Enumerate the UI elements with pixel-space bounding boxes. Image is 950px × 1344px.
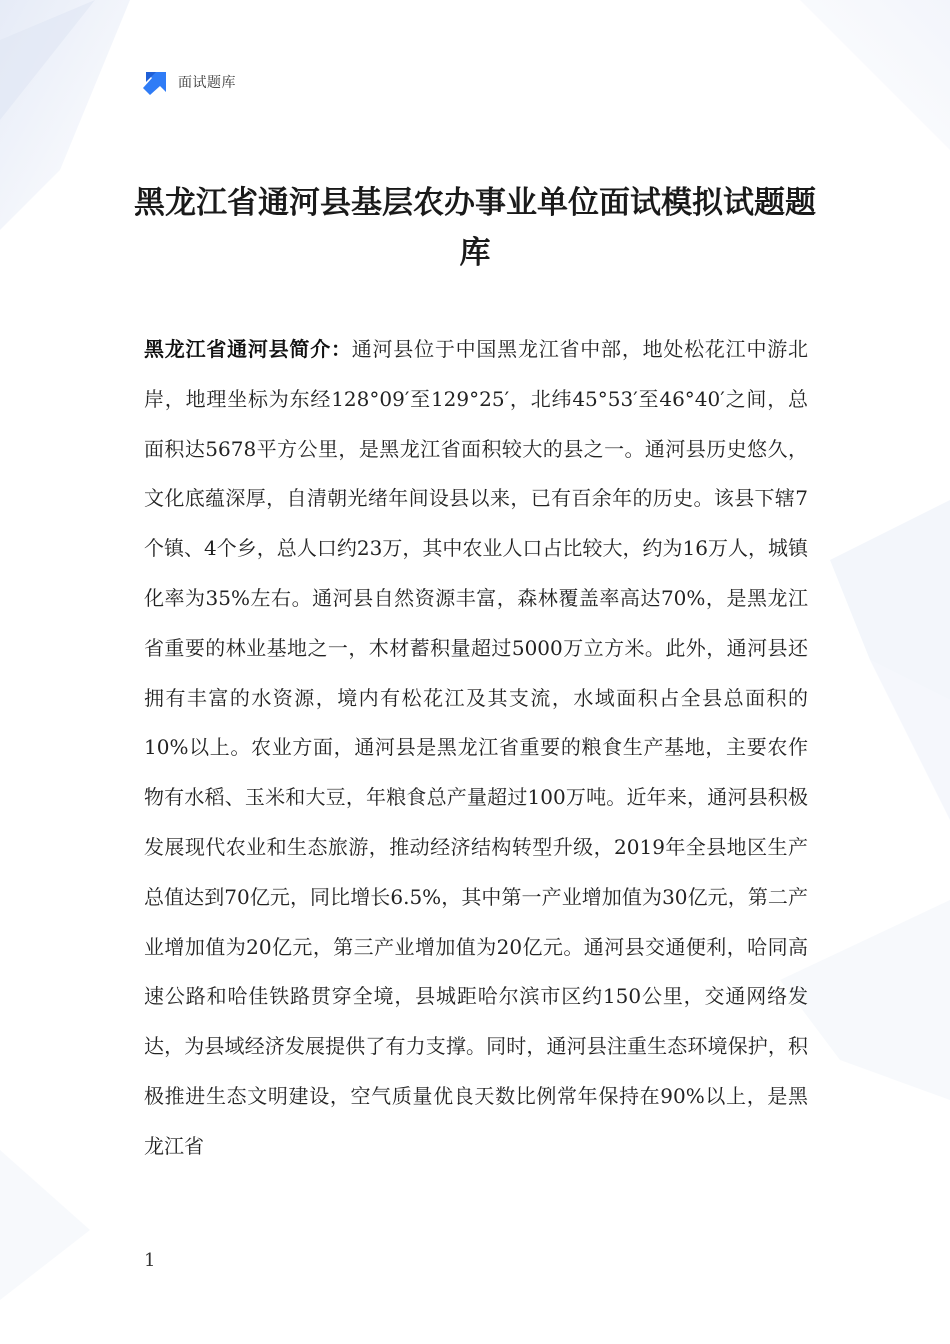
brand-name: 面试题库 xyxy=(178,75,236,91)
intro-text: 通河县位于中国黑龙江省中部，地处松花江中游北岸，地理坐标为东经128°09′至129°25′，北纬45°53′至46°40′之间，总面积达5678平方公里，是黑龙江省面积较大的县之一。通河县历史悠久，文化底蕴深厚，自清朝光绪年间设县以来，已有百余年的历史。该县下辖7个镇、4个乡，总人口约23万，其中农业人口占比较大，约为16万人，城镇化率为35%左右。通河县自然资源丰富，森林覆盖率高达70%，是黑龙江省重要的林业基地之一，木材蓄积量超过5000万立方米。此外，通河县还拥有丰富的水资源，境内有松花江及其支流，水域面积占全县总面积的10%以上。农业方面，通河县是黑龙江省重要的粮食生产基地，主要农作物有水稻、玉米和大豆，年粮食总产量超过100万吨。近年来，通河县积极发展现代农业和生态旅游，推动经济结构转型升级，2019年全县地区生产总值达到70亿元，同比增长6.5%，其中第一产业增加值为30亿元，第二产业增加值为20亿元，第三产业增加值为20亿元。通河县交通便利，哈同高速公路和哈佳铁路贯穿全境，县城距哈尔滨市区约150公里，交通网络发达，为县域经济发展提供了有力支撑。同时，通河县注重生态环境保护，积极推进生态文明建设，空气质量优良天数比例常年保持在90%以上，是黑龙江省 xyxy=(144,337,809,1158)
document-title: 黑龙江省通河县基层农办事业单位面试模拟试题题库 xyxy=(134,185,816,271)
arrow-up-right-icon xyxy=(143,69,169,95)
intro-heading: 黑龙江省通河县简介： xyxy=(144,337,352,361)
page-number: 1 xyxy=(144,1250,156,1271)
page-header xyxy=(143,68,236,96)
document-body xyxy=(144,325,808,1172)
